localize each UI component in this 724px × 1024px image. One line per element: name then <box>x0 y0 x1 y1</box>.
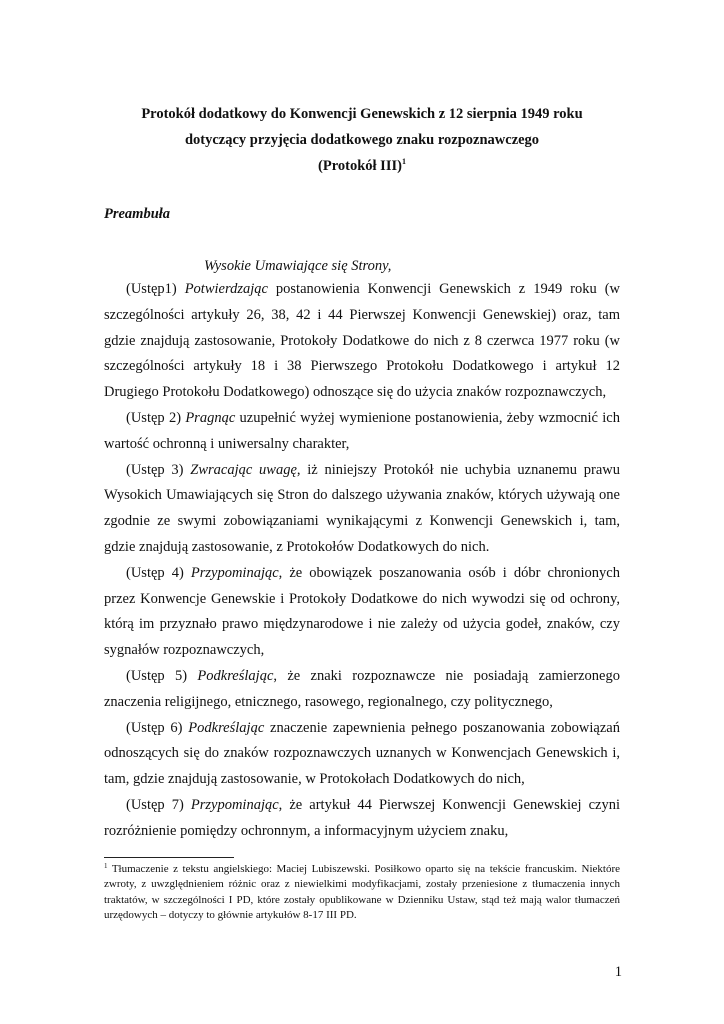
paragraph-text: znaczenie zapewnienia pełnego poszanowania zobowiązań odnoszących się do znaków rozpoznawczych uznanych w Konwencjach Genewskich i, tam, gdzie znajdują zastosowanie, w Protokołach Dodatkowych do nich, <box>104 719 620 788</box>
paragraph-ustep-5 <box>104 664 620 716</box>
paragraph-lead-word: Potwierdzając <box>184 281 268 297</box>
paragraph-lead-word: Przypominając <box>190 796 279 813</box>
paragraph-number: (Ustęp 6) <box>126 719 189 736</box>
paragraph-lead-word: Podkreślając <box>197 667 274 684</box>
document-title <box>104 101 620 179</box>
paragraph-ustep-1 <box>104 277 620 406</box>
paragraph-lead-word: Przypominając <box>190 564 279 581</box>
paragraph-number: (Ustęp 4) <box>126 564 191 581</box>
paragraph-ustep-4 <box>104 561 620 664</box>
footnote-reference[interactable]: 1 <box>401 157 406 166</box>
paragraph-text: , że obowiązek poszanowania osób i dóbr chronionych przez Konwencje Genewskie i Protokoły Dodatkowe do nich wywodzi się od ochrony, którą im przyznało prawo międzynarodowe i nie zależy od użycia godeł, znaków, czy sygnałów rozpoznawczych, <box>104 564 620 659</box>
paragraph-lead-word: Podkreślając <box>188 719 265 736</box>
footnote-separator <box>104 857 234 858</box>
paragraph-text: , iż niniejszy Protokół nie uchybia uznanemu prawu Wysokich Umawiających się Stron do dalszego używania znaków, których używają one zgodnie ze swymi zobowiązaniami wynikającymi z Konwencji Genewskich i, tam, gdzie znajdują zastosowanie, z Protokołów Dodatkowych do nich. <box>104 461 620 555</box>
paragraph-lead-word: Zwracając uwagę <box>190 461 297 478</box>
footnote-marker: 1 <box>104 862 108 870</box>
paragraph-text: postanowienia Konwencji Genewskich z 1949 roku (w szczególności artykuły 26, 38, 42 i 44 Pierwszej Konwencji Genewskiej) oraz, tam gdzie znajdują zastosowanie, Protokoły Dodatkowe do nich z 8 czerwca 1977 roku (w szczególności artykuły 18 i 38 Pierwszego Protokołu Dodatkowego i artykuł 12 Drugiego Protokołu Dodatkowego) odnoszące się do użycia znaków rozpoznawczych, <box>104 281 620 401</box>
footnote-text: Tłumaczenie z tekstu angielskiego: Maciej Lubiszewski. Posiłkowo oparto się na tekście francuskim. Niektóre zwroty, z uwzględnieniem różnic oraz z niewielkimi modyfikacjami, zostały przeniesione z tłumaczenia innych traktatów, w szczególności I PD, które zostały opublikowane w Dzienniku Ustaw, stąd też mają walor tłumaczeń urzędowych – dotyczy to głównie artykułów 8-17 III PD. <box>104 863 620 921</box>
paragraph-number: (Ustęp 3) <box>126 461 191 478</box>
paragraph-text: uzupełnić wyżej wymienione postanowienia, żeby wzmocnić ich wartość ochronną i uniwersalny charakter, <box>104 409 620 452</box>
paragraph-ustep-6 <box>104 716 620 793</box>
section-heading-preamble: Preambuła <box>104 206 171 222</box>
paragraph-number: (Ustęp1) <box>126 281 185 297</box>
paragraph-number: (Ustęp 7) <box>126 796 191 813</box>
addressee-line: Wysokie Umawiające się Strony, <box>204 258 392 274</box>
paragraph-text: , że artykuł 44 Pierwszej Konwencji Genewskiej czyni rozróżnienie pomiędzy ochronnym, a informacyjnym użyciem znaku, <box>104 796 620 839</box>
paragraph-text: , że znaki rozpoznawcze nie posiadają zamierzonego znaczenia religijnego, etnicznego, rasowego, regionalnego, czy politycznego, <box>104 667 620 710</box>
paragraph-ustep-2 <box>104 406 620 458</box>
page-number: 1 <box>614 964 622 980</box>
footnote <box>104 862 620 923</box>
title-line-text: (Protokół III) <box>318 158 402 174</box>
preamble-body <box>104 277 620 845</box>
paragraph-ustep-7 <box>104 793 620 845</box>
title-line: dotyczący przyjęcia dodatkowego znaku rozpoznawczego <box>184 132 540 148</box>
title-line: Protokół dodatkowy do Konwencji Genewskich z 12 sierpnia 1949 roku <box>141 106 583 122</box>
paragraph-number: (Ustęp 2) <box>126 409 186 426</box>
paragraph-ustep-3 <box>104 458 620 561</box>
paragraph-lead-word: Pragnąc <box>185 409 236 426</box>
title-line <box>104 153 620 179</box>
paragraph-number: (Ustęp 5) <box>126 667 198 684</box>
